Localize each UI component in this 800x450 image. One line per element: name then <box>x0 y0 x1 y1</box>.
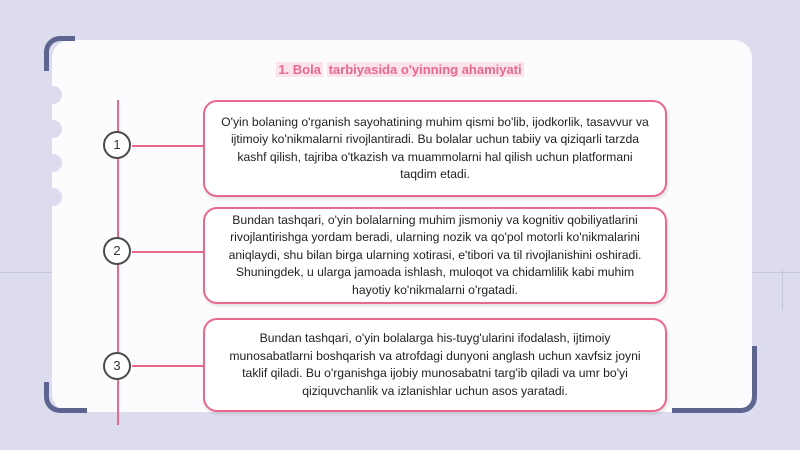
timeline-marker-2: 2 <box>103 237 131 265</box>
content-box-3 <box>203 318 667 412</box>
timeline-marker-1: 1 <box>103 131 131 159</box>
timeline-marker-3: 3 <box>103 352 131 380</box>
timeline-connector <box>132 365 204 367</box>
content-text-3: Bundan tashqari, o'yin bolalarga his-tuyg'ularini ifodalash, ijtimoiy munosabatlarni boshqarish va atrofdagi dunyoni anglash uchun xavfsiz joyni taklif qiladi. Bu o'rganishga ijobiy munosabatni targ'ib qiladi va umr bo'yi qiziquvchanlik va izlanishlar uchun asos yaratadi. <box>229 331 641 398</box>
content-box-1 <box>203 100 667 197</box>
content-text-2: Bundan tashqari, o'yin bolalarning muhim jismoniy va kognitiv qobiliyatlarini rivojlantirishga yordam beradi, ularning nozik va qo'pol motorli ko'nikmalarini aniqlaydi, shu bilan birga ularning xotirasi, e'tibori va til rivojlanishini oshiradi. Shuningdek, u ularga jamoada ishlash, muloqot va chidamlilik kabi muhim hayotiy ko'nikmalarni o'rgatadi. <box>228 212 642 297</box>
slide-title-text: tarbiyasida o'yinning ahamiyati <box>328 62 522 77</box>
timeline-connector <box>132 251 204 253</box>
card-notch <box>44 120 62 138</box>
frame-corner-top-left <box>44 36 75 71</box>
content-text-1: O'yin bolaning o'rganish sayohatining muhim qismi bo'lib, ijodkorlik, tasavvur va ijtimoiy ko'nikmalarni rivojlantiradi. Bu bolalar uchun tabiiy va qiziqarli tarzda kashf qilish, tajriba o'tkazish va muammolarni hal qilish uchun platformani taqdim etadi. <box>221 114 649 181</box>
slide-title <box>200 62 600 77</box>
card-notch <box>44 188 62 206</box>
frame-corner-bottom-right <box>672 346 757 413</box>
card-notch <box>44 154 62 172</box>
timeline-connector <box>132 145 204 147</box>
card-notch <box>44 86 62 104</box>
slide-title-number: 1. Bola <box>278 62 321 77</box>
frame-corner-bottom-left <box>44 382 87 413</box>
background-line-vertical <box>782 270 783 310</box>
content-box-2 <box>203 207 667 304</box>
